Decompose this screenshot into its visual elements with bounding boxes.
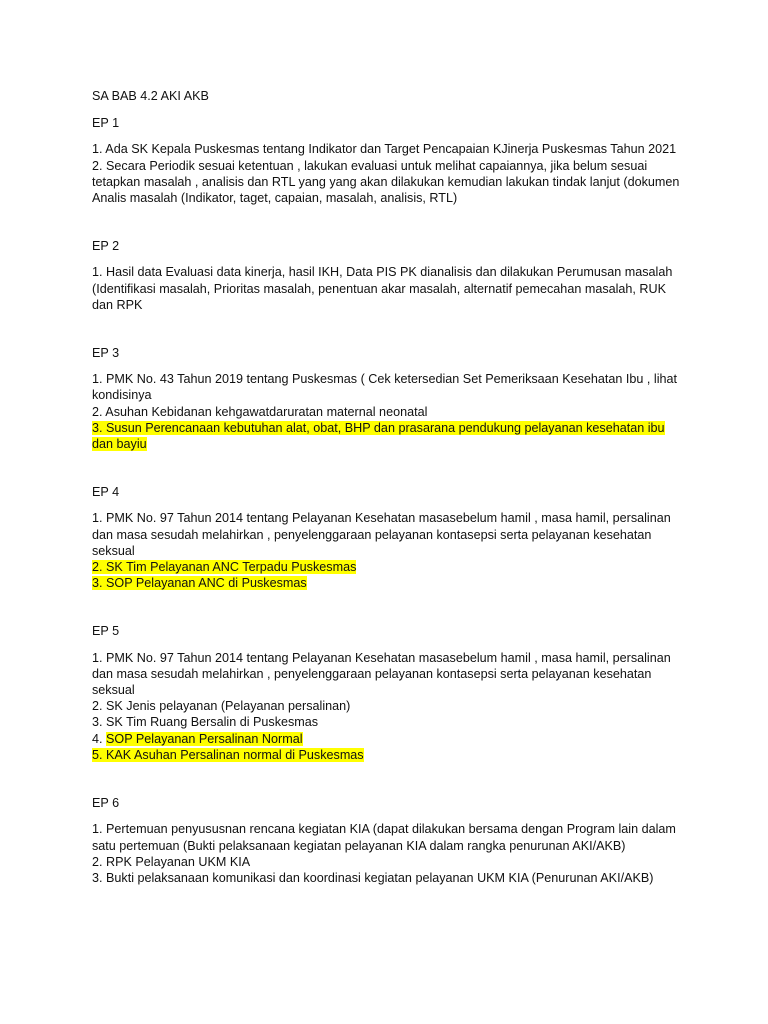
highlighted-item-text: SOP Pelayanan Persalinan Normal	[106, 731, 303, 746]
list-item	[92, 141, 688, 157]
list-item	[92, 731, 688, 747]
list-item	[92, 714, 688, 730]
item-text: 2. Asuhan Kebidanan kehgawatdaruratan maternal neonatal	[92, 404, 428, 419]
list-item	[92, 854, 688, 870]
ep-section	[92, 345, 688, 452]
ep-heading: EP 2	[92, 239, 120, 254]
highlighted-item-text: 5. KAK Asuhan Persalinan normal di Puskesmas	[92, 747, 364, 762]
item-text: 1. PMK No. 43 Tahun 2019 tentang Puskesmas ( Cek ketersedian Set Pemeriksaan Kesehatan Ibu , lihat kondisinya	[92, 372, 678, 403]
ep-sections	[92, 115, 688, 886]
list-item	[92, 821, 688, 853]
list-item	[92, 747, 688, 763]
list-item	[92, 158, 688, 207]
ep-heading: EP 1	[92, 116, 120, 131]
list-item	[92, 264, 688, 313]
list-item	[92, 698, 688, 714]
highlighted-item-text: 3. Susun Perencanaan kebutuhan alat, obat, BHP dan prasarana pendukung pelayanan kesehatan ibu dan bayiu	[92, 420, 665, 452]
list-item	[92, 559, 688, 575]
list-item	[92, 371, 688, 403]
ep-section	[92, 623, 688, 763]
list-item	[92, 510, 688, 559]
ep-heading: EP 5	[92, 624, 120, 639]
highlighted-item-text: 2. SK Tim Pelayanan ANC Terpadu Puskesmas	[92, 560, 357, 575]
list-item	[92, 650, 688, 699]
item-text: 2. SK Jenis pelayanan (Pelayanan persalinan)	[92, 699, 351, 714]
highlighted-item-text: 3. SOP Pelayanan ANC di Puskesmas	[92, 576, 307, 591]
ep-heading: EP 4	[92, 485, 120, 500]
ep-section	[92, 484, 688, 591]
item-text: 3. SK Tim Ruang Bersalin di Puskesmas	[92, 715, 319, 730]
ep-section	[92, 115, 688, 206]
ep-heading: EP 3	[92, 346, 120, 361]
item-text: 1. Pertemuan penyususnan rencana kegiatan KIA (dapat dilakukan bersama dengan Program lain dalam satu pertemuan (Bukti pelaksanaan kegiatan pelayanan KIA dalam rangka penurunan AKI/AKB)	[92, 822, 676, 853]
item-text: 2. RPK Pelayanan UKM KIA	[92, 854, 251, 869]
list-item	[92, 870, 688, 886]
item-text: 1. PMK No. 97 Tahun 2014 tentang Pelayanan Kesehatan masasebelum hamil , masa hamil, persalinan dan masa sesudah melahirkan , penyelenggaraan pelayanan kontasepsi serta pelayanan kesehatan seksual	[92, 511, 671, 558]
ep-section	[92, 795, 688, 886]
item-text: 1. Ada SK Kepala Puskesmas tentang Indikator dan Target Pencapaian KJinerja Puskesmas Tahun 2021	[92, 142, 677, 157]
list-item	[92, 575, 688, 591]
document-title: SA BAB 4.2 AKI AKB	[92, 89, 209, 103]
item-text: 4.	[92, 731, 107, 746]
list-item	[92, 404, 688, 420]
ep-heading: EP 6	[92, 796, 120, 811]
list-item	[92, 420, 688, 452]
ep-section	[92, 238, 688, 313]
item-text: 2. Secara Periodik sesuai ketentuan , lakukan evaluasi untuk melihat capaiannya, jika belum sesuai tetapkan masalah , analisis dan RTL yang yang akan dilakukan kemudian lakukan tindak lanjut (dokumen Analis masalah (Indikator, taget, capaian, masalah, analisis, RTL)	[92, 158, 680, 206]
item-text: 1. Hasil data Evaluasi data kinerja, hasil IKH, Data PIS PK dianalisis dan dilakukan Perumusan masalah (Identifikasi masalah, Prioritas masalah, penentuan akar masalah, alternatif pemecahan masalah, RUK dan RPK	[92, 265, 673, 312]
item-text: 3. Bukti pelaksanaan komunikasi dan koordinasi kegiatan pelayanan UKM KIA (Penurunan AKI/AKB)	[92, 870, 654, 885]
item-text: 1. PMK No. 97 Tahun 2014 tentang Pelayanan Kesehatan masasebelum hamil , masa hamil, persalinan dan masa sesudah melahirkan , penyelenggaraan pelayanan kontasepsi serta pelayanan kesehatan seksual	[92, 650, 671, 698]
